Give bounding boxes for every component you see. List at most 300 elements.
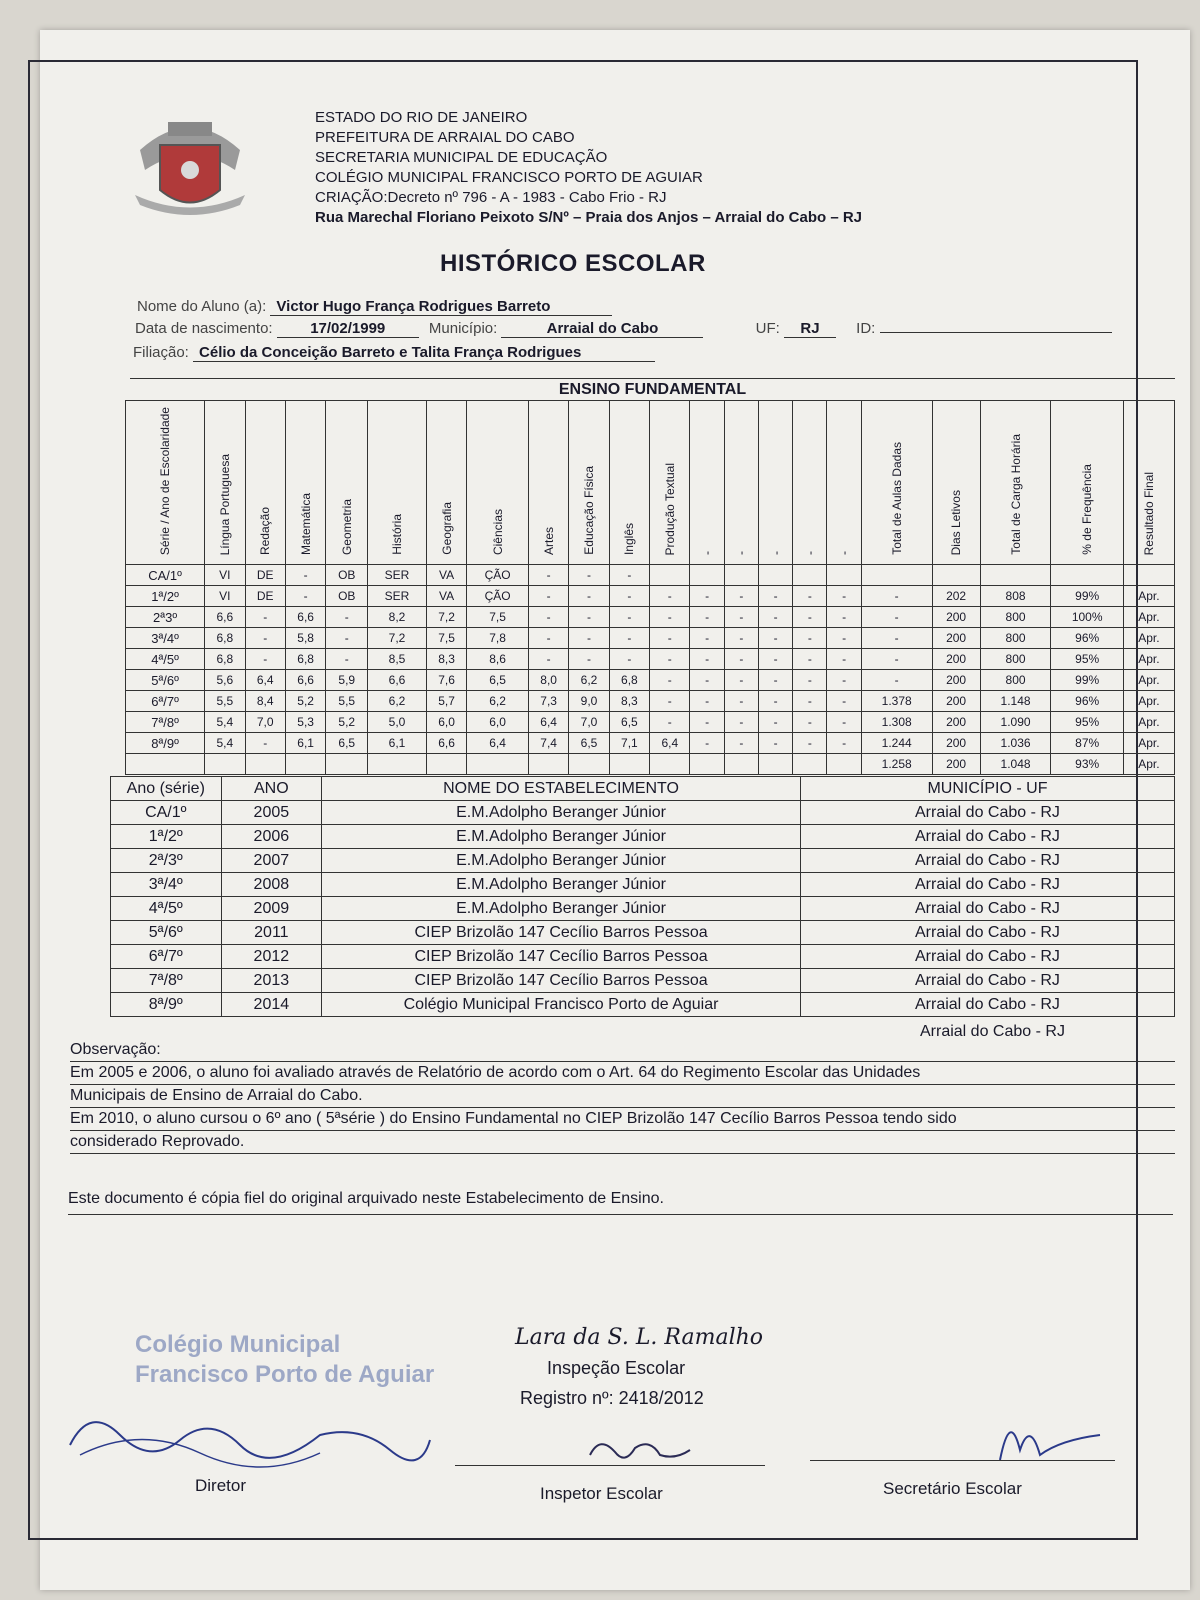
grade-cell: 808 xyxy=(980,586,1051,607)
grade-cell: 6,8 xyxy=(205,649,245,670)
grade-cell xyxy=(980,565,1051,586)
grade-cell: - xyxy=(650,607,690,628)
grade-cell xyxy=(724,565,758,586)
grade-cell: 93% xyxy=(1051,754,1123,775)
grade-cell xyxy=(650,754,690,775)
grade-cell: 6,4 xyxy=(245,670,285,691)
grade-cell: 6,8 xyxy=(205,628,245,649)
grade-cell: SER xyxy=(368,565,427,586)
grade-cell: 8,4 xyxy=(245,691,285,712)
grades-header-label: Matemática xyxy=(298,493,313,556)
establishment-cell: E.M.Adolpho Beranger Júnior xyxy=(322,849,801,873)
grade-cell: 96% xyxy=(1051,628,1123,649)
grade-cell: - xyxy=(793,712,827,733)
grade-cell xyxy=(528,754,568,775)
establishment-cell: 2012 xyxy=(221,945,322,969)
grade-cell: 200 xyxy=(932,607,980,628)
grade-cell: VI xyxy=(205,586,245,607)
grade-cell: 1.148 xyxy=(980,691,1051,712)
grades-header-cell xyxy=(205,401,245,565)
inspector-role: Inspeção Escolar xyxy=(547,1358,686,1378)
grade-cell: 6,2 xyxy=(368,691,427,712)
grade-cell: 5,2 xyxy=(326,712,368,733)
grade-cell: DE xyxy=(245,565,285,586)
grade-cell: 8,2 xyxy=(368,607,427,628)
grade-cell: 6,5 xyxy=(467,670,529,691)
observation-line: considerado Reprovado. xyxy=(70,1131,1175,1154)
grades-header-cell xyxy=(426,401,466,565)
uf-value: RJ xyxy=(784,320,836,338)
table-row xyxy=(126,691,1175,712)
grade-cell: 6,5 xyxy=(609,712,649,733)
grade-cell: 200 xyxy=(932,754,980,775)
grade-cell: 800 xyxy=(980,670,1051,691)
grade-cell xyxy=(609,754,649,775)
copy-statement: Este documento é cópia fiel do original arquivado neste Estabelecimento de Ensino. xyxy=(68,1190,1173,1215)
grade-cell: - xyxy=(569,649,609,670)
grades-body xyxy=(126,565,1175,775)
grade-cell: 6,4 xyxy=(650,733,690,754)
grade-row-serie: CA/1º xyxy=(126,565,205,586)
table-row xyxy=(111,849,1175,873)
grades-header-label: Total de Aulas Dadas xyxy=(889,442,904,556)
grade-cell: - xyxy=(609,607,649,628)
establishment-cell: Arraial do Cabo - RJ xyxy=(800,945,1174,969)
establishment-cell: 4ª/5º xyxy=(111,897,222,921)
grades-header-label: - xyxy=(802,551,817,556)
grade-cell: ÇÃO xyxy=(467,586,529,607)
establishment-cell: E.M.Adolpho Beranger Júnior xyxy=(322,825,801,849)
grade-cell: DE xyxy=(245,586,285,607)
grade-cell: Apr. xyxy=(1123,628,1174,649)
table-row xyxy=(126,565,1175,586)
establishment-cell: 1ª/2º xyxy=(111,825,222,849)
table-row xyxy=(111,825,1175,849)
grade-cell: - xyxy=(245,649,285,670)
grade-cell: 5,9 xyxy=(326,670,368,691)
establishment-cell: CIEP Brizolão 147 Cecílio Barros Pessoa xyxy=(322,945,801,969)
grades-header-label: Ciências xyxy=(490,509,505,556)
secretary-signature-line xyxy=(810,1460,1115,1461)
grade-cell xyxy=(1123,565,1174,586)
establishment-cell: Colégio Municipal Francisco Porto de Aguiar xyxy=(322,993,801,1017)
grades-table xyxy=(125,400,1175,775)
grade-cell xyxy=(861,565,932,586)
grade-cell: - xyxy=(650,691,690,712)
grade-cell: SER xyxy=(368,586,427,607)
grade-cell: 7,3 xyxy=(528,691,568,712)
establishment-cell: 2014 xyxy=(221,993,322,1017)
grade-cell: - xyxy=(650,628,690,649)
grade-cell: - xyxy=(569,628,609,649)
grade-cell xyxy=(650,565,690,586)
grade-cell: 1.048 xyxy=(980,754,1051,775)
grade-cell: 1.244 xyxy=(861,733,932,754)
grade-cell: - xyxy=(758,733,792,754)
grade-cell xyxy=(827,754,861,775)
table-row xyxy=(126,712,1175,733)
grades-header-cell xyxy=(326,401,368,565)
establishments-header-cell: MUNICÍPIO - UF xyxy=(800,777,1174,801)
grades-header-label: História xyxy=(390,514,405,556)
grade-cell: - xyxy=(827,670,861,691)
grade-cell: 7,8 xyxy=(467,628,529,649)
grade-cell: 6,0 xyxy=(467,712,529,733)
uf-label: UF: xyxy=(755,320,780,337)
establishment-cell: 2009 xyxy=(221,897,322,921)
grade-row-serie: 4ª/5º xyxy=(126,649,205,670)
grades-header-cell xyxy=(126,401,205,565)
establishments-header-row xyxy=(111,777,1175,801)
grade-cell: 200 xyxy=(932,628,980,649)
secretary-signature-icon xyxy=(960,1400,1110,1480)
grade-cell: 9,0 xyxy=(569,691,609,712)
grade-cell: - xyxy=(569,565,609,586)
grade-cell: - xyxy=(245,628,285,649)
grade-cell: - xyxy=(724,586,758,607)
establishments-header-cell: Ano (série) xyxy=(111,777,222,801)
grade-cell: - xyxy=(793,649,827,670)
grade-cell: 6,6 xyxy=(205,607,245,628)
grade-cell xyxy=(205,754,245,775)
grade-row-serie: 5ª/6º xyxy=(126,670,205,691)
grade-row-serie: 6ª/7º xyxy=(126,691,205,712)
grade-cell: - xyxy=(690,733,724,754)
grade-cell: - xyxy=(326,628,368,649)
grade-cell: - xyxy=(758,586,792,607)
establishment-cell: Arraial do Cabo - RJ xyxy=(800,825,1174,849)
grades-header-cell xyxy=(650,401,690,565)
grade-cell: 6,1 xyxy=(368,733,427,754)
grade-cell: - xyxy=(758,691,792,712)
grade-cell xyxy=(758,565,792,586)
table-row xyxy=(111,921,1175,945)
grade-cell: - xyxy=(861,586,932,607)
grade-cell: 5,0 xyxy=(368,712,427,733)
grade-cell xyxy=(793,565,827,586)
grade-cell: 800 xyxy=(980,607,1051,628)
filiation-value: Célio da Conceição Barreto e Talita França Rodrigues xyxy=(193,344,655,362)
table-row xyxy=(111,873,1175,897)
establishment-cell: E.M.Adolpho Beranger Júnior xyxy=(322,873,801,897)
grades-header-cell xyxy=(1123,401,1174,565)
grade-cell: - xyxy=(528,565,568,586)
grades-header-label: Produção Textual xyxy=(662,462,677,556)
establishment-cell: Arraial do Cabo - RJ xyxy=(800,993,1174,1017)
grade-cell: 7,0 xyxy=(245,712,285,733)
inspector-registry: Registro nº: 2418/2012 xyxy=(520,1388,704,1408)
grade-cell: - xyxy=(827,607,861,628)
grades-header-cell xyxy=(793,401,827,565)
grade-cell xyxy=(793,754,827,775)
student-name: Victor Hugo França Rodrigues Barreto xyxy=(270,298,612,316)
grade-cell: - xyxy=(827,712,861,733)
grades-header-label: Dias Letivos xyxy=(949,489,964,556)
header-line: ESTADO DO RIO DE JANEIRO xyxy=(315,109,528,126)
grade-cell: 200 xyxy=(932,649,980,670)
grade-cell xyxy=(1051,565,1123,586)
grade-cell: - xyxy=(793,628,827,649)
grade-cell: 6,5 xyxy=(569,733,609,754)
table-row xyxy=(126,607,1175,628)
grade-cell: - xyxy=(758,607,792,628)
grade-cell: 1.036 xyxy=(980,733,1051,754)
grades-header-cell xyxy=(861,401,932,565)
grade-cell: - xyxy=(724,712,758,733)
grades-header-cell xyxy=(690,401,724,565)
establishment-cell: 2006 xyxy=(221,825,322,849)
grade-cell: - xyxy=(724,733,758,754)
grades-header-cell xyxy=(569,401,609,565)
grade-cell: 6,6 xyxy=(285,670,325,691)
grade-cell: - xyxy=(650,712,690,733)
grade-cell: 5,2 xyxy=(285,691,325,712)
grade-cell: - xyxy=(528,586,568,607)
grade-cell: - xyxy=(690,628,724,649)
observation-line: Em 2005 e 2006, o aluno foi avaliado através de Relatório de acordo com o Art. 64 do Regimento Escolar das Unidades xyxy=(70,1062,1175,1085)
header-line: CRIAÇÃO:Decreto nº 796 - A - 1983 - Cabo Frio - RJ xyxy=(315,189,667,206)
grade-cell: 5,8 xyxy=(285,628,325,649)
establishments-table xyxy=(110,776,1175,1017)
grade-cell: 5,7 xyxy=(426,691,466,712)
grade-cell: 1.090 xyxy=(980,712,1051,733)
grade-cell: - xyxy=(609,586,649,607)
filiation-row xyxy=(133,344,655,362)
grade-cell: - xyxy=(690,607,724,628)
grade-cell: 6,6 xyxy=(368,670,427,691)
grade-cell: ÇÃO xyxy=(467,565,529,586)
table-row xyxy=(111,993,1175,1017)
grade-cell: 8,5 xyxy=(368,649,427,670)
observation-line: Municipais de Ensino de Arraial do Cabo. xyxy=(70,1085,1175,1108)
grade-cell: 200 xyxy=(932,670,980,691)
grade-cell: 200 xyxy=(932,712,980,733)
grade-cell: - xyxy=(793,670,827,691)
table-row xyxy=(126,628,1175,649)
grade-cell: 5,4 xyxy=(205,733,245,754)
grade-cell: - xyxy=(569,607,609,628)
city-label: Município: xyxy=(428,320,498,337)
establishment-cell: Arraial do Cabo - RJ xyxy=(800,897,1174,921)
student-name-label: Nome do Aluno (a): xyxy=(137,298,267,315)
section-title: ENSINO FUNDAMENTAL xyxy=(130,378,1175,401)
observations-label: Observação: xyxy=(70,1035,1175,1062)
grade-cell xyxy=(245,754,285,775)
grade-cell: 1.258 xyxy=(861,754,932,775)
grade-cell: - xyxy=(724,607,758,628)
grades-header-label: Inglês xyxy=(622,523,637,556)
grade-cell: 6,6 xyxy=(285,607,325,628)
grade-cell: 87% xyxy=(1051,733,1123,754)
city-value: Arraial do Cabo xyxy=(501,320,703,338)
header-line: SECRETARIA MUNICIPAL DE EDUCAÇÃO xyxy=(315,149,608,166)
grade-cell xyxy=(368,754,427,775)
grade-cell: 800 xyxy=(980,628,1051,649)
student-name-row xyxy=(137,298,612,316)
grades-header-label: Redação xyxy=(258,507,273,556)
grades-header-label: - xyxy=(837,551,852,556)
grades-header-label: - xyxy=(768,551,783,556)
grade-cell: - xyxy=(793,586,827,607)
grade-cell: - xyxy=(245,733,285,754)
grade-cell: 200 xyxy=(932,733,980,754)
grade-cell: - xyxy=(690,712,724,733)
grades-header-cell xyxy=(758,401,792,565)
grade-cell: 5,4 xyxy=(205,712,245,733)
grade-cell: - xyxy=(793,733,827,754)
grade-cell: Apr. xyxy=(1123,691,1174,712)
grade-row-serie: 3ª/4º xyxy=(126,628,205,649)
grade-cell: 6,8 xyxy=(609,670,649,691)
grades-header-label: - xyxy=(700,551,715,556)
grade-cell: 200 xyxy=(932,691,980,712)
grades-header-cell xyxy=(368,401,427,565)
director-caption: Diretor xyxy=(195,1476,247,1495)
grade-cell: 5,3 xyxy=(285,712,325,733)
grade-cell: - xyxy=(690,586,724,607)
grade-cell: 99% xyxy=(1051,670,1123,691)
grade-cell: Apr. xyxy=(1123,670,1174,691)
establishment-cell: 2008 xyxy=(221,873,322,897)
grade-cell: 6,4 xyxy=(467,733,529,754)
grade-cell: - xyxy=(569,586,609,607)
grade-cell: - xyxy=(724,649,758,670)
grade-cell: - xyxy=(528,649,568,670)
secretary-caption: Secretário Escolar xyxy=(883,1479,1022,1498)
grade-cell: - xyxy=(528,628,568,649)
grade-row-serie: 8ª/9º xyxy=(126,733,205,754)
grade-cell: 95% xyxy=(1051,712,1123,733)
establishments-header-cell: NOME DO ESTABELECIMENTO xyxy=(322,777,801,801)
id-value xyxy=(880,332,1112,333)
table-row xyxy=(111,945,1175,969)
grade-cell: 6,4 xyxy=(528,712,568,733)
grades-header-row xyxy=(126,401,1175,565)
establishments-header-cell: ANO xyxy=(221,777,322,801)
grade-cell: - xyxy=(827,586,861,607)
table-row xyxy=(126,649,1175,670)
grade-cell: - xyxy=(724,670,758,691)
grade-cell: - xyxy=(326,649,368,670)
grade-cell: 6,2 xyxy=(467,691,529,712)
grade-cell: OB xyxy=(326,565,368,586)
grade-cell: 7,5 xyxy=(426,628,466,649)
grades-header-label: Geografia xyxy=(439,502,454,556)
establishment-cell: CIEP Brizolão 147 Cecílio Barros Pessoa xyxy=(322,921,801,945)
grade-cell: - xyxy=(609,565,649,586)
grades-header-label: Total de Carga Horária xyxy=(1008,434,1023,556)
header-line: PREFEITURA DE ARRAIAL DO CABO xyxy=(315,129,575,146)
grade-cell: Apr. xyxy=(1123,607,1174,628)
grade-cell: 800 xyxy=(980,649,1051,670)
extra-municipio: Arraial do Cabo - RJ xyxy=(920,1023,1065,1040)
grade-cell: - xyxy=(793,691,827,712)
table-row xyxy=(126,586,1175,607)
establishment-cell: 6ª/7º xyxy=(111,945,222,969)
establishment-cell: 2011 xyxy=(221,921,322,945)
grade-cell: - xyxy=(650,670,690,691)
grade-cell: Apr. xyxy=(1123,733,1174,754)
grade-cell: - xyxy=(285,565,325,586)
grades-header-cell xyxy=(980,401,1051,565)
grades-header-label: Língua Portuguesa xyxy=(217,453,232,556)
grade-cell: - xyxy=(861,628,932,649)
grade-cell: VA xyxy=(426,565,466,586)
stamp-line: Colégio Municipal xyxy=(135,1331,341,1358)
grade-cell: 96% xyxy=(1051,691,1123,712)
establishment-cell: E.M.Adolpho Beranger Júnior xyxy=(322,897,801,921)
grade-cell: - xyxy=(245,607,285,628)
grade-cell: 7,2 xyxy=(368,628,427,649)
grades-header-label: Educação Física xyxy=(582,466,596,556)
grade-cell xyxy=(758,754,792,775)
grade-cell: 7,6 xyxy=(426,670,466,691)
grade-cell: 7,5 xyxy=(467,607,529,628)
grades-header-label: Série / Ano de Escolaridade xyxy=(158,407,173,556)
grade-cell: 95% xyxy=(1051,649,1123,670)
dob-value: 17/02/1999 xyxy=(277,320,419,338)
grade-cell: 7,2 xyxy=(426,607,466,628)
table-row xyxy=(111,969,1175,993)
grade-cell: Apr. xyxy=(1123,712,1174,733)
table-row xyxy=(126,733,1175,754)
grade-cell: - xyxy=(690,649,724,670)
grades-header-cell xyxy=(724,401,758,565)
grade-cell: 5,6 xyxy=(205,670,245,691)
grade-cell: - xyxy=(758,670,792,691)
grades-header-cell xyxy=(285,401,325,565)
observation-line: Em 2010, o aluno cursou o 6º ano ( 5ªsérie ) do Ensino Fundamental no CIEP Brizolão 147 Cecílio Barros Pessoa tendo sido xyxy=(70,1108,1175,1131)
establishment-cell: E.M.Adolpho Beranger Júnior xyxy=(322,801,801,825)
grade-row-serie: 1ª/2º xyxy=(126,586,205,607)
grade-cell: - xyxy=(758,628,792,649)
establishment-cell: CA/1º xyxy=(111,801,222,825)
grade-cell: 202 xyxy=(932,586,980,607)
inspector-name: Lara da S. L. Ramalho xyxy=(515,1325,764,1350)
grade-cell xyxy=(827,565,861,586)
grade-cell: - xyxy=(861,649,932,670)
grade-cell xyxy=(426,754,466,775)
grade-cell: VI xyxy=(205,565,245,586)
establishment-cell: 2ª/3º xyxy=(111,849,222,873)
grade-row-serie xyxy=(126,754,205,775)
grades-header-cell xyxy=(245,401,285,565)
grades-header-cell xyxy=(609,401,649,565)
grade-cell: - xyxy=(690,691,724,712)
grade-cell: - xyxy=(827,733,861,754)
establishment-cell: Arraial do Cabo - RJ xyxy=(800,969,1174,993)
grade-cell: 8,6 xyxy=(467,649,529,670)
dob-label: Data de nascimento: xyxy=(135,320,273,337)
header-line: Rua Marechal Floriano Peixoto S/Nº – Praia dos Anjos – Arraial do Cabo – RJ xyxy=(315,209,863,226)
table-row xyxy=(126,754,1175,775)
grades-header-label: % de Frequência xyxy=(1080,464,1095,556)
establishment-cell: 2005 xyxy=(221,801,322,825)
grade-cell: - xyxy=(528,607,568,628)
grade-cell xyxy=(690,754,724,775)
grade-cell: - xyxy=(285,586,325,607)
grade-cell: - xyxy=(827,628,861,649)
grade-cell: - xyxy=(861,670,932,691)
grade-cell: OB xyxy=(326,586,368,607)
grade-cell: Apr. xyxy=(1123,754,1174,775)
grade-cell: - xyxy=(724,628,758,649)
grade-cell: 8,3 xyxy=(426,649,466,670)
stamp-line: Francisco Porto de Aguiar xyxy=(135,1361,435,1388)
establishment-cell: 3ª/4º xyxy=(111,873,222,897)
inspector-caption: Inspetor Escolar xyxy=(540,1484,663,1503)
grades-header-cell xyxy=(528,401,568,565)
